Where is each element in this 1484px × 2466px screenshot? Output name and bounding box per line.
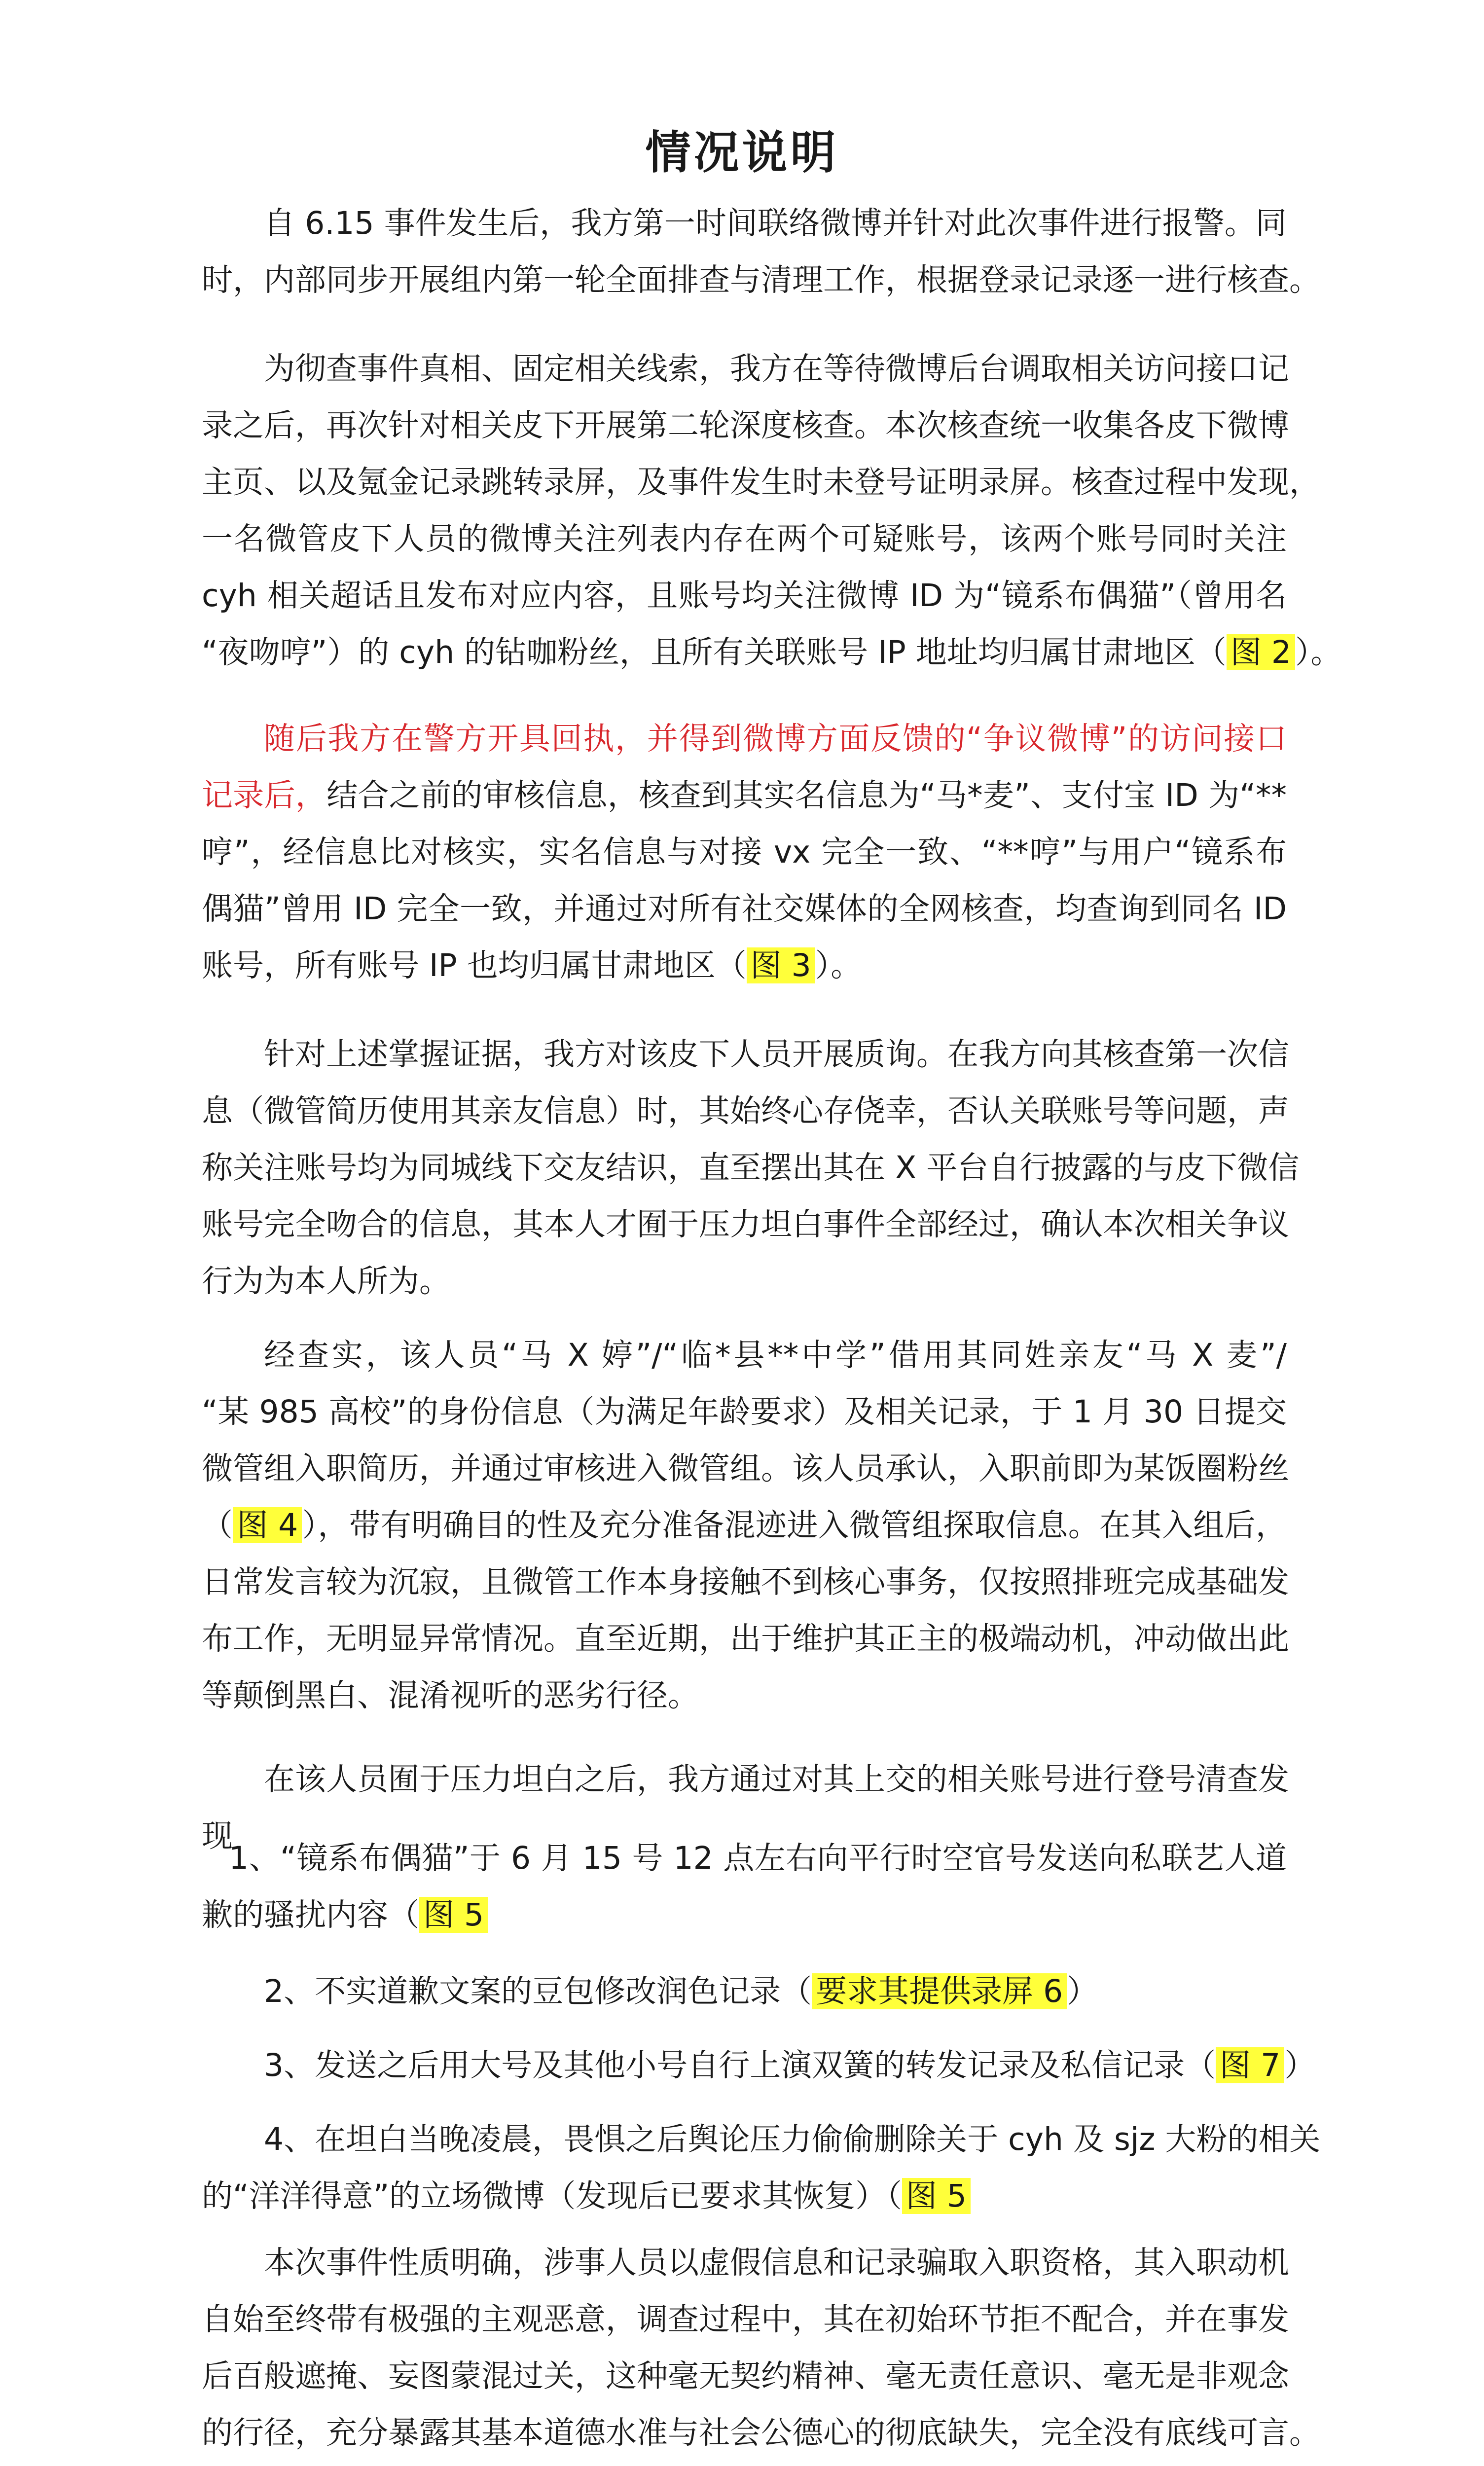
text-span: ）	[1067, 1973, 1098, 2009]
text-line: 一名微管皮下人员的微博关注列表内存在两个可疑账号，该两个账号同时关注	[202, 521, 1287, 557]
figure-ref-7: 图 7	[1216, 2047, 1284, 2083]
figure-ref-2: 图 2	[1227, 634, 1295, 670]
text-line	[202, 2168, 1287, 2224]
text-line: 4、在坦白当晚凌晨，畏惧之后舆论压力偷偷删除关于 cyh 及 sjz 大粉的相关	[264, 2121, 1321, 2157]
text-line: 称关注账号均为同城线下交友结识，直至摆出其在 X 平台自行披露的与皮下微信	[202, 1150, 1300, 1186]
text-line	[202, 1963, 1287, 2020]
text-line: 1、“镜系布偶猫”于 6 月 15 号 12 点左右向平行时空官号发送向私联艺人道	[229, 1840, 1287, 1876]
text-span: （	[202, 1507, 233, 1543]
text-span: 的“洋洋得意”的立场微博（发现后已要求其恢复）（	[202, 2178, 902, 2214]
text-line	[202, 2037, 1316, 2094]
text-line	[202, 937, 1287, 994]
paragraph-7	[202, 2234, 1320, 2461]
text-line: 针对上述掌握证据，我方对该皮下人员开展质询。在我方向其核查第一次信	[264, 1036, 1289, 1072]
list-item-4	[202, 2111, 1321, 2224]
text-line: 布工作，无明显异常情况。直至近期，出于维护其正主的极端动机，冲动做出此	[202, 1621, 1289, 1657]
text-span: ），带有明确目的性及充分准备混迹进入微管组探取信息。在其入组后，	[302, 1507, 1287, 1543]
text-line: 本次事件性质明确，涉事人员以虚假信息和记录骗取入职资格，其入职动机	[264, 2245, 1289, 2281]
text-line: 日常发言较为沉寂，且微管工作本身接触不到核心事务，仅按照排班完成基础发	[202, 1564, 1289, 1600]
text-line: 息（微管简历使用其亲友信息）时，其始终心存侥幸，否认关联账号等问题，声	[202, 1093, 1289, 1129]
paragraph-3	[202, 710, 1287, 994]
text-line	[202, 1497, 1287, 1554]
text-line	[202, 1886, 1287, 1943]
text-line: 的行径，充分暴露其基本道德水准与社会公德心的彻底缺失，完全没有底线可言。	[202, 2415, 1320, 2451]
text-line: 账号完全吻合的信息，其本人才囿于压力坦白事件全部经过，确认本次相关争议	[202, 1206, 1289, 1242]
text-line: 微管组入职简历，并通过审核进入微管组。该人员承认，入职前即为某饭圈粉丝	[202, 1451, 1289, 1487]
list-item-1	[202, 1830, 1287, 1943]
text-line: 经查实，该人员“马 X 婷”/“临*县**中学”借用其同姓亲友“马 X 麦”/	[264, 1337, 1287, 1373]
figure-ref-5b: 图 5	[902, 2178, 971, 2214]
text-span-red: 记录后，	[202, 777, 327, 813]
text-line: 时，内部同步开展组内第一轮全面排查与清理工作，根据登录记录逐一进行核查。	[202, 262, 1320, 298]
text-line	[202, 767, 1287, 824]
text-line: 等颠倒黑白、混淆视听的恶劣行径。	[202, 1677, 699, 1713]
text-span: 结合之前的审核信息，核查到其实名信息为“马*麦”、支付宝 ID 为“**	[326, 777, 1287, 813]
figure-ref-6: 要求其提供录屏 6	[812, 1973, 1067, 2009]
document-title: 情况说明	[645, 126, 839, 179]
list-item-3	[202, 2037, 1316, 2094]
text-line: 哼”，经信息比对核实，实名信息与对接 vx 完全一致、“**哼”与用户“镜系布	[202, 834, 1287, 870]
text-line: 录之后，再次针对相关皮下开展第二轮深度核查。本次核查统一收集各皮下微博	[202, 407, 1289, 443]
text-line	[202, 624, 1342, 681]
text-line: 在该人员囿于压力坦白之后，我方通过对其上交的相关账号进行登号清查发	[264, 1761, 1289, 1797]
text-line-red: 随后我方在警方开具回执，并得到微博方面反馈的“争议微博”的访问接口	[264, 721, 1287, 757]
text-span: “夜吻哼”）的 cyh 的钻咖粉丝，且所有关联账号 IP 地址均归属甘肃地区（	[202, 634, 1227, 670]
text-line: 自 6.15 事件发生后，我方第一时间联络微博并针对此次事件进行报警。同	[264, 205, 1287, 241]
text-line: 偶猫”曾用 ID 完全一致，并通过对所有社交媒体的全网核查，均查询到同名 ID	[202, 891, 1287, 927]
text-line: 行为为本人所为。	[202, 1263, 450, 1299]
text-line: 主页、以及氪金记录跳转录屏，及事件发生时未登号证明录屏。核查过程中发现，	[202, 464, 1320, 500]
paragraph-5	[202, 1327, 1287, 1724]
text-span: 2、不实道歉文案的豆包修改润色记录（	[264, 1973, 812, 2009]
text-line: 后百般遮掩、妄图蒙混过关，这种毫无契约精神、毫无责任意识、毫无是非观念	[202, 2358, 1289, 2394]
text-span: ）。	[1295, 634, 1342, 670]
text-line: 现	[202, 1818, 233, 1854]
paragraph-4	[202, 1026, 1300, 1309]
list-item-2	[202, 1963, 1287, 2020]
text-span: ）。	[815, 947, 862, 983]
text-span: ）	[1284, 2047, 1316, 2083]
text-span: 3、发送之后用大号及其他小号自行上演双簧的转发记录及私信记录（	[264, 2047, 1216, 2083]
paragraph-1	[202, 195, 1320, 308]
figure-ref-3: 图 3	[747, 947, 815, 983]
text-line: cyh 相关超话且发布对应内容，且账号均关注微博 ID 为“镜系布偶猫”（曾用名	[202, 578, 1287, 614]
text-line: 为彻查事件真相、固定相关线索，我方在等待微博后台调取相关访问接口记	[264, 351, 1289, 387]
figure-ref-4: 图 4	[233, 1507, 302, 1543]
text-span: 账号，所有账号 IP 也均归属甘肃地区（	[202, 947, 747, 983]
text-line: “某 985 高校”的身份信息（为满足年龄要求）及相关记录，于 1 月 30 日提交	[202, 1394, 1287, 1430]
text-span: 歉的骚扰内容（	[202, 1897, 419, 1933]
text-line: 自始至终带有极强的主观恶意，调查过程中，其在初始环节拒不配合，并在事发	[202, 2301, 1289, 2337]
paragraph-2	[202, 340, 1342, 681]
figure-ref-5: 图 5	[419, 1897, 488, 1933]
